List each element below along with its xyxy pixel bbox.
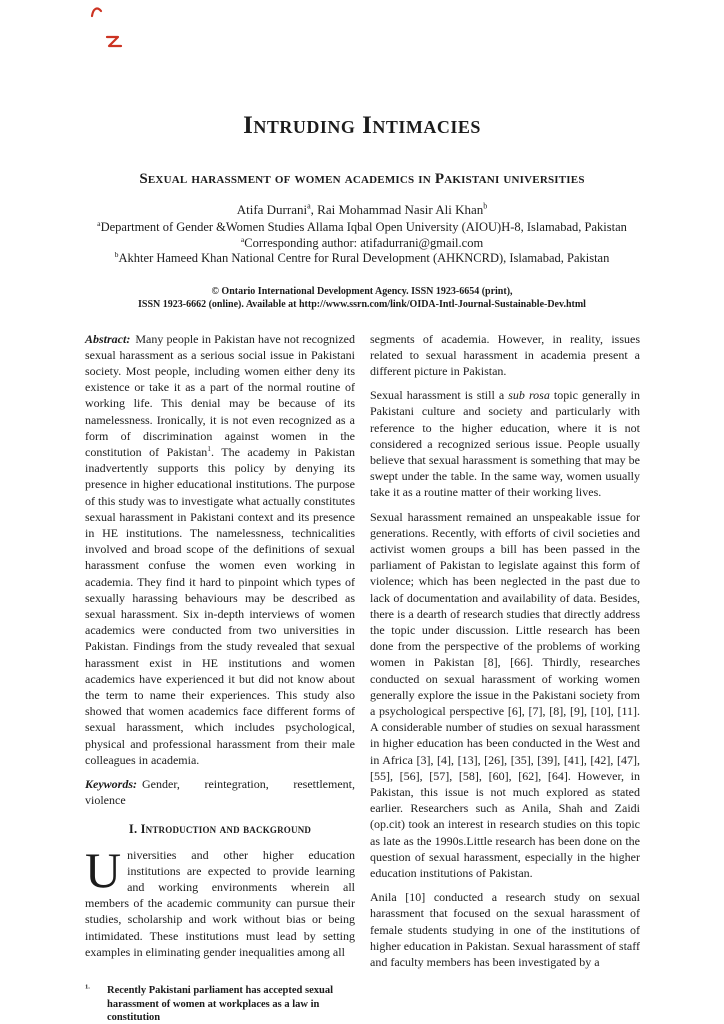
body-paragraph: Sexual harassment remained an unspeakable issue for generations. Recently, with efforts of civil societies and activist women groups a bill has been passed in the parliament of Pakistan to legislate against this form of violence; which has been neglected in the past due to lack of documentation and availability of data. Besides, there is a dearth of research studies that directly address the topic under discussion. Little research has been done from the perspective of the problems of working women in Pakistan [8], [66]. Thirdly, researches conducted on sexual harassment of working women generally explore the issue in the Pakistani society from a psychological perspective [6], [7], [8], [9], [10], [11]. A considerable number of studies on sexual harassment in higher education has been conducted in the West and in Africa [3], [4], [13], [26], [35], [39], [41], [42], [47], [55], [56], [57], [58], [60], [62], [64]. However, in Pakistan, this issue is not much explored as stated earlier. Researchers such as Anila, Shah and Zaidi (op.cit) took an interest in research studies on this topic as late as the 1990s.Little research has been done on the question of sexual harassment, especially in the higher education institutions of Pakistan. xyxy=(370,509,640,880)
footnote-reference: 1 xyxy=(207,443,212,453)
keywords-paragraph xyxy=(85,776,355,808)
abstract-text-1: Many people in Pakistan have not recognized sexual harassment as a serious social issue in Pakistani society. Most people, including women either deny its existence or take it as a part of the normal routine of working life. This denial may be because of its namelessness. Ironically, it is not even recognized as a form of discrimination against women in the constitution of Pakistan xyxy=(85,331,355,459)
corresponding-author-email: Corresponding author: atifadurrani@gmail.com xyxy=(244,235,484,250)
author-separator: , xyxy=(310,202,318,217)
author-line xyxy=(0,202,724,218)
affiliations-block xyxy=(0,220,724,267)
abstract-label: Abstract: xyxy=(85,331,131,346)
introduction-text: niversities and other higher education institutions are expected to provide learning and working environments wherein all members of the academic community can pursue their studies, scholarship and work without bias or being intimidated. These institutions must lead by setting examples in eliminating gender inequalities among all xyxy=(85,847,355,959)
affiliation-mark: a xyxy=(97,218,101,228)
affiliation-line xyxy=(0,251,724,267)
imprint-line-1: © Ontario International Development Agency. ISSN 1923-6654 (print), xyxy=(211,285,513,297)
abstract-paragraph xyxy=(85,331,355,768)
section-1-heading: I. Introduction and background xyxy=(128,822,312,837)
affiliation-text: Akhter Hameed Khan National Centre for Rural Development (AHKNCRD), Islamabad, Pakistan xyxy=(118,251,610,265)
author-1-affiliation-mark: a xyxy=(307,201,311,211)
keywords-label: Keywords: xyxy=(85,776,137,791)
author-2-affiliation-mark: b xyxy=(483,201,488,211)
paper-title: Intruding Intimacies xyxy=(243,112,481,139)
affiliation-line xyxy=(0,236,724,252)
drop-cap: U xyxy=(85,841,122,898)
affiliation-mark: b xyxy=(114,249,119,259)
affiliation-line xyxy=(0,220,724,236)
footnote-text: Recently Pakistani parliament has accepted sexual harassment of women at workplaces as a law in constitution xyxy=(107,985,334,1024)
left-column xyxy=(85,331,355,1024)
keywords-text: Gender, reintegration, resettlement, violence xyxy=(85,776,355,808)
body-paragraph: Sexual harassment is still a sub rosa topic generally in Pakistani culture and society and particularly with reference to the higher education, where it is not considered a recognized serious issue. People usually believe that sexual harassment is something that may be swept under the table. In the same way, women usually take it as a routine matter of their working lives. xyxy=(370,388,640,500)
footnote-marker: 1. xyxy=(85,983,90,991)
abstract-text-2: . The academy in Pakistan inadvertently supports this policy by denying its presence in higher educational institutions. The purpose of this study was to investigate what actually constitutes sexual harassment in Pakistani context and its presence in HE institutions. The namelessness, technicalities involved and broad scope of the definitions of sexual harassment confuse the women even working in academia. They find it hard to pinpoint which types of sexually harassing behaviours may be described as sexual harassment. Six in-depth interviews of women academics were conducted from two universities in Pakistan. Findings from the study revealed that sexual harassment exist in HE institutions and women academics have experienced it but did not know about the term to name their experiences. This study also showed that women academics face different forms of sexual harassment, which includes psychological, physical and professional harassment from their male colleagues in academia. xyxy=(85,444,356,767)
body-paragraph: segments of academia. However, in reality, issues related to sexual harassment in academia present a different picture in Pakistan. xyxy=(370,331,640,378)
body-columns xyxy=(0,311,724,1024)
paper-subtitle: Sexual harassment of women academics in Pakistani universities xyxy=(139,171,585,187)
publisher-imprint xyxy=(0,285,724,311)
body-paragraph: Anila [10] conducted a research study on sexual harassment that focused on the sexual harassment of female students studying in one of the institutions of higher education in Pakistan. Sexual harassment of staff and faculty members has been investigated by a xyxy=(370,890,640,970)
affiliation-text: Department of Gender &Women Studies Allama Iqbal Open University (AIOU)H-8, Islamabad, Pakistan xyxy=(100,220,627,234)
author-2: Rai Mohammad Nasir Ali Khan xyxy=(317,202,484,217)
latin-phrase: sub rosa xyxy=(508,388,550,403)
red-scribble-icon xyxy=(90,4,104,20)
affiliation-mark: a xyxy=(240,234,245,244)
right-column xyxy=(370,331,640,1024)
footnote-block xyxy=(85,984,336,1024)
introduction-paragraph xyxy=(85,841,355,960)
imprint-line-2: ISSN 1923-6662 (online). Available at http://www.ssrn.com/link/OIDA-Intl-Journal-Sustainable-Dev.html xyxy=(138,298,586,310)
red-scribble-icon xyxy=(105,33,123,51)
author-1: Atifa Durrani xyxy=(236,202,308,217)
